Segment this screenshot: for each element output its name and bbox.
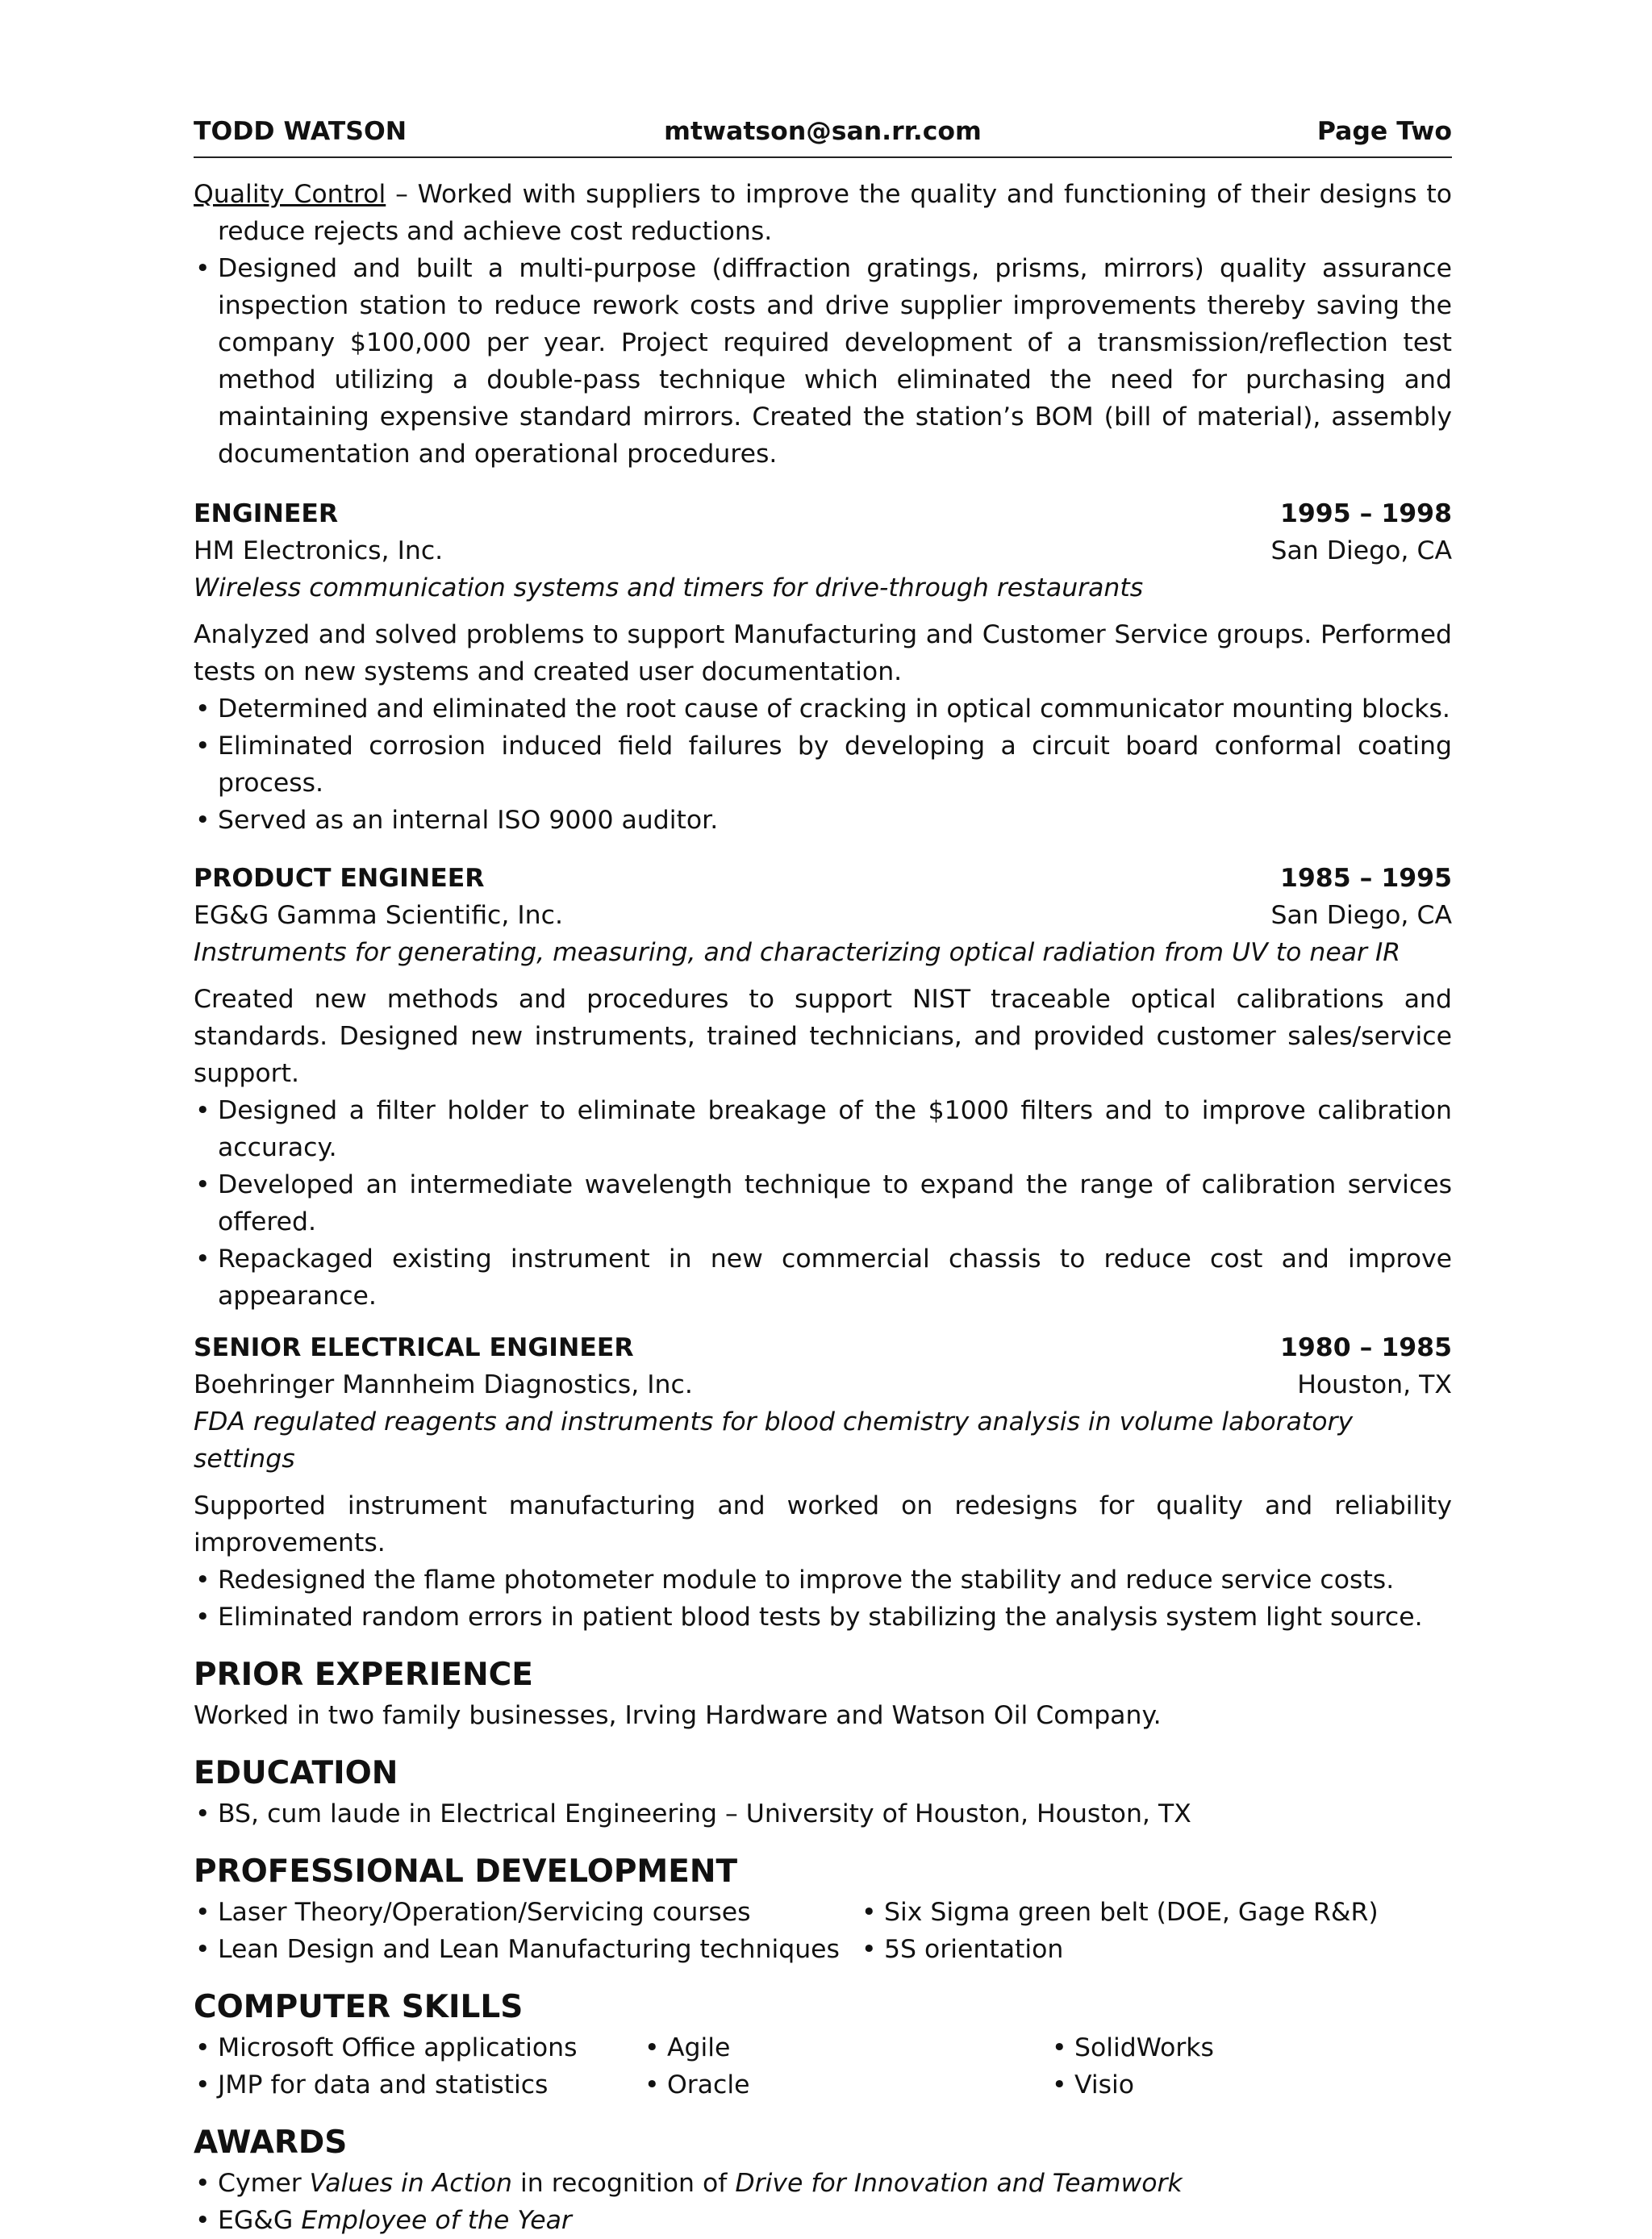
list-item: • Eliminated corrosion induced field failures by developing a circuit board conformal coating process. <box>194 728 1452 802</box>
computer-skills-columns <box>194 2029 1452 2103</box>
job-years: 1995 – 1998 <box>1279 499 1452 528</box>
job-company-row <box>194 897 1452 934</box>
award-name: Values in Action <box>309 2169 512 2198</box>
job-bullets <box>194 690 1452 839</box>
education-section <box>194 1752 1452 1832</box>
resume-page <box>194 115 1452 2239</box>
job-bullets <box>194 1092 1452 1315</box>
list-item: • Six Sigma green belt (DOE, Gage R&R) <box>860 1894 1452 1931</box>
job-summary: Supported instrument manufacturing and worked on redesigns for quality and reliability improvements. <box>194 1491 1452 1557</box>
list-item: • Designed and built a multi-purpose (diffraction gratings, prisms, mirrors) quality assurance inspection station to reduce rework costs and drive supplier improvements thereby saving the company $100,000 per year. Project required development of a transmission/reflection test method utilizing a double-pass technique which eliminated the need for purchasing and maintaining expensive standard mirrors. Created the station’s BOM (bill of material), assembly documentation and operational procedures. <box>194 250 1452 473</box>
section-heading: PROFESSIONAL DEVELOPMENT <box>194 1853 738 1890</box>
list-item: • Served as an internal ISO 9000 auditor. <box>194 802 1452 839</box>
job-location: San Diego, CA <box>1270 536 1452 565</box>
job-company: Boehringer Mannheim Diagnostics, Inc. <box>194 1370 693 1399</box>
job-title-row <box>194 1329 1452 1366</box>
job-entry-engineer <box>194 495 1452 839</box>
job-tagline: FDA regulated reagents and instruments for blood chemistry analysis in volume laboratory settings <box>194 1407 1354 1474</box>
quality-control-block <box>194 176 1452 473</box>
award-connector: in recognition of <box>511 2169 736 2198</box>
award-org: EG&G <box>218 2206 302 2235</box>
job-summary: Analyzed and solved problems to support Manufacturing and Customer Service groups. Performed tests on new systems and created user documentation. <box>194 620 1452 686</box>
award-item <box>194 2165 1452 2202</box>
job-title: PRODUCT ENGINEER <box>194 864 485 893</box>
job-summary: Created new methods and procedures to support NIST traceable optical calibrations and standards. Designed new instruments, trained technicians, and provided customer sales/service support. <box>194 985 1452 1088</box>
job-company: HM Electronics, Inc. <box>194 536 444 565</box>
section-heading: EDUCATION <box>194 1755 398 1791</box>
job-bullets <box>194 1561 1452 1636</box>
profdev-column-2 <box>860 1894 1452 1968</box>
list-item: • Microsoft Office applications <box>194 2029 643 2066</box>
list-item: • Eliminated random errors in patient blood tests by stabilizing the analysis system light source. <box>194 1599 1452 1636</box>
job-title-row <box>194 495 1452 532</box>
job-location: Houston, TX <box>1297 1370 1452 1399</box>
job-years: 1985 – 1995 <box>1279 864 1452 893</box>
award-item <box>194 2202 1452 2239</box>
list-item: • Developed an intermediate wavelength technique to expand the range of calibration services offered. <box>194 1166 1452 1240</box>
job-entry-senior-electrical-engineer <box>194 1329 1452 1636</box>
computer-skills-section <box>194 1986 1452 2103</box>
prior-experience-text: Worked in two family businesses, Irving Hardware and Watson Oil Company. <box>194 1701 1162 1730</box>
job-title: ENGINEER <box>194 499 339 528</box>
job-company-row <box>194 532 1452 569</box>
professional-development-columns <box>194 1894 1452 1968</box>
job-company: EG&G Gamma Scientific, Inc. <box>194 901 563 930</box>
section-heading: AWARDS <box>194 2124 348 2161</box>
job-years: 1980 – 1985 <box>1279 1333 1452 1362</box>
quality-control-bullets <box>194 250 1452 473</box>
section-heading: COMPUTER SKILLS <box>194 1989 524 2025</box>
section-heading: PRIOR EXPERIENCE <box>194 1657 533 1693</box>
header-name: TODD WATSON <box>194 117 407 146</box>
award-name: Employee of the Year <box>301 2206 572 2235</box>
list-item: • JMP for data and statistics <box>194 2066 643 2103</box>
quality-control-paragraph <box>194 176 1452 250</box>
page-header <box>194 115 1452 158</box>
list-item: • Redesigned the flame photometer module to improve the stability and reduce service costs. <box>194 1561 1452 1599</box>
header-page-number: Page Two <box>1316 117 1452 146</box>
awards-list <box>194 2165 1452 2239</box>
job-location: San Diego, CA <box>1270 901 1452 930</box>
list-item: • BS, cum laude in Electrical Engineering – University of Houston, Houston, TX <box>194 1795 1452 1832</box>
job-title: SENIOR ELECTRICAL ENGINEER <box>194 1333 634 1362</box>
award-reason: Drive for Innovation and Teamwork <box>735 2169 1183 2198</box>
list-item: • Visio <box>1050 2066 1452 2103</box>
job-company-row <box>194 1366 1452 1403</box>
list-item: • Agile <box>643 2029 1050 2066</box>
awards-section <box>194 2121 1452 2239</box>
skills-column-3 <box>1050 2029 1452 2103</box>
education-list <box>194 1795 1452 1832</box>
job-entry-product-engineer <box>194 860 1452 1315</box>
quality-control-label: Quality Control <box>194 180 386 209</box>
list-item: • Oracle <box>643 2066 1050 2103</box>
list-item: • 5S orientation <box>860 1931 1452 1968</box>
job-tagline: Wireless communication systems and timers for drive-through restaurants <box>194 573 1144 602</box>
quality-control-text: – Worked with suppliers to improve the quality and functioning of their designs to reduce rejects and achieve cost reductions. <box>218 180 1452 246</box>
list-item: • Laser Theory/Operation/Servicing courses <box>194 1894 860 1931</box>
list-item: • Repackaged existing instrument in new commercial chassis to reduce cost and improve appearance. <box>194 1240 1452 1315</box>
prior-experience-section <box>194 1653 1452 1734</box>
list-item: • SolidWorks <box>1050 2029 1452 2066</box>
professional-development-section <box>194 1850 1452 1968</box>
header-email: mtwatson@san.rr.com <box>664 117 982 146</box>
profdev-column-1 <box>194 1894 860 1968</box>
list-item: • Determined and eliminated the root cause of cracking in optical communicator mounting blocks. <box>194 690 1452 728</box>
list-item: • Designed a filter holder to eliminate breakage of the $1000 filters and to improve calibration accuracy. <box>194 1092 1452 1166</box>
skills-column-2 <box>643 2029 1050 2103</box>
job-title-row <box>194 860 1452 897</box>
skills-column-1 <box>194 2029 643 2103</box>
award-org: Cymer <box>218 2169 310 2198</box>
job-tagline: Instruments for generating, measuring, and characterizing optical radiation from UV to near IR <box>194 938 1401 967</box>
list-item: • Lean Design and Lean Manufacturing techniques <box>194 1931 860 1968</box>
